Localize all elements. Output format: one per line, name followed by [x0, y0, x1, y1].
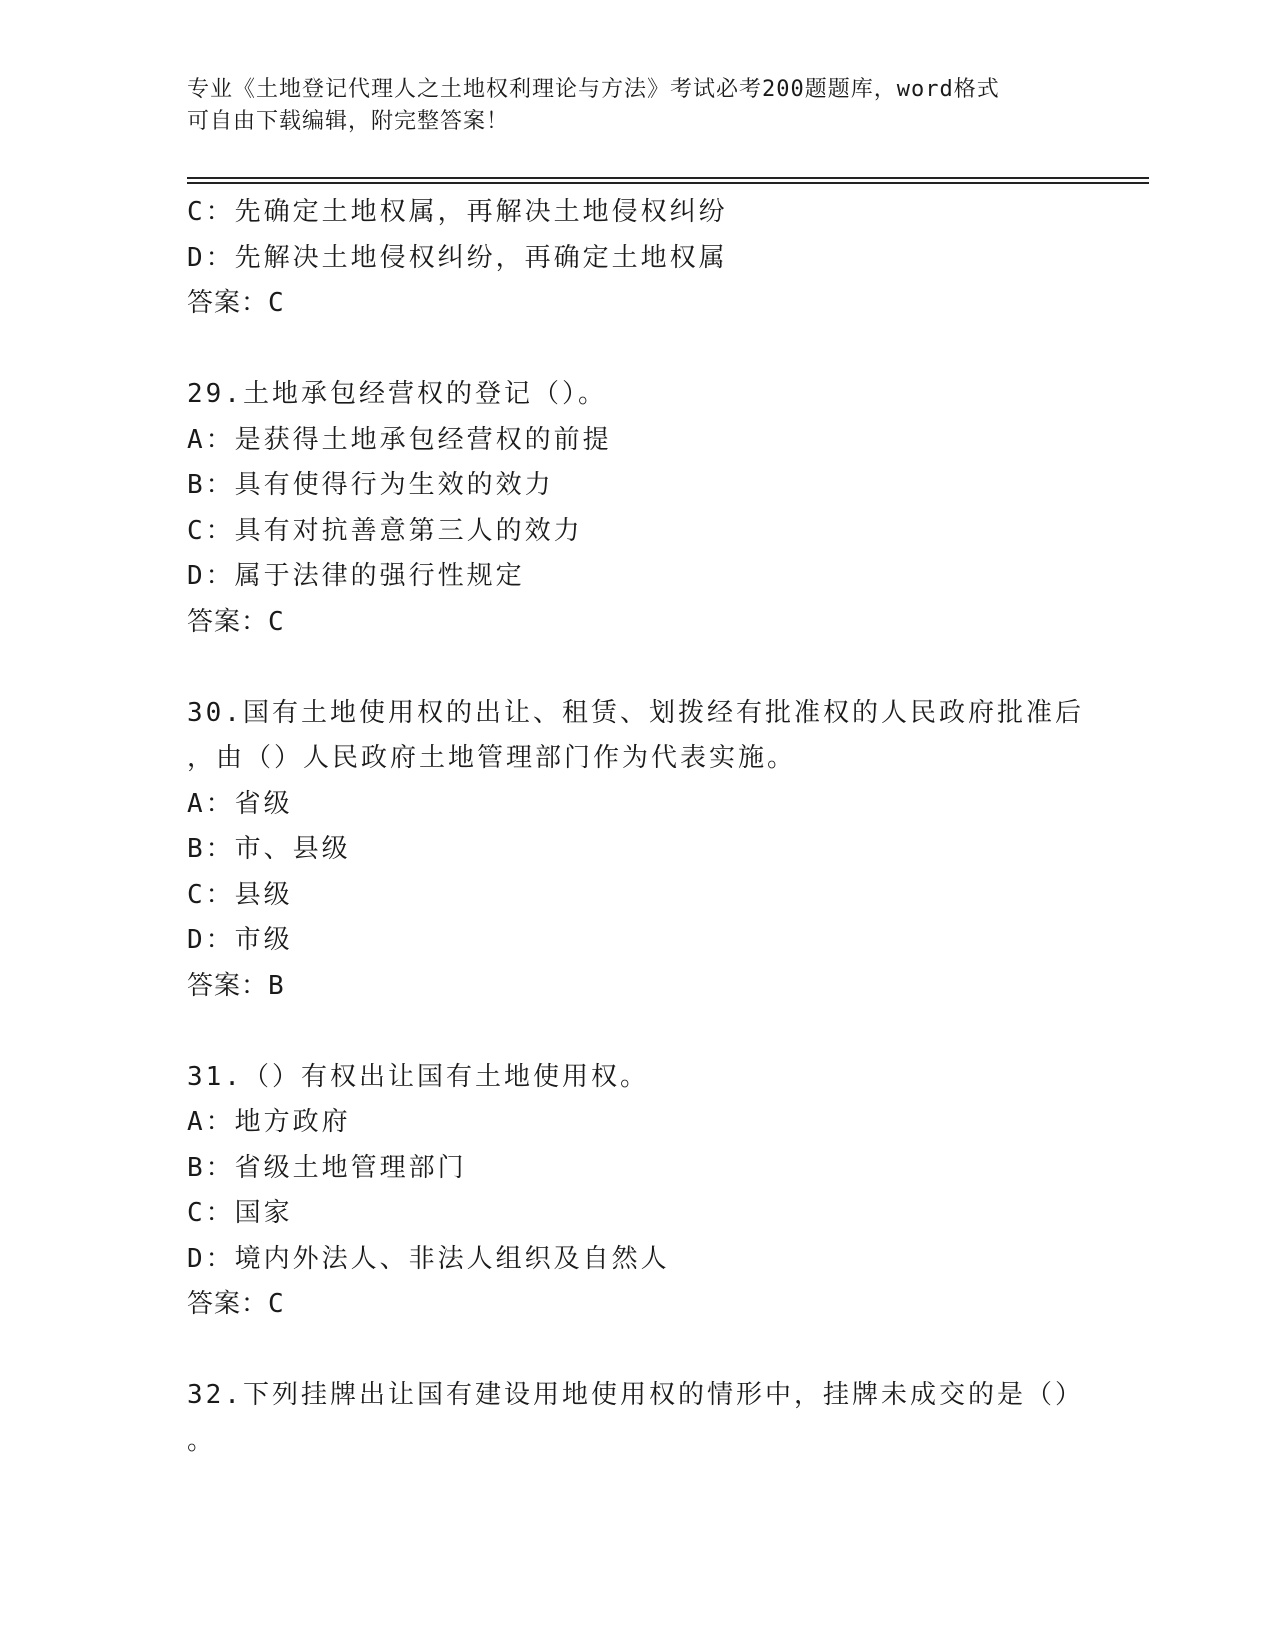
question-30 — [187, 691, 1107, 1010]
header-line-1: 专业《土地登记代理人之土地权利理论与方法》考试必考200题题库，word格式 — [187, 77, 1000, 102]
spacer — [187, 1328, 1107, 1374]
question-text: 29.土地承包经营权的登记（）。 — [187, 379, 607, 409]
answer: 答案：C — [187, 1289, 285, 1319]
option-d: D：境内外法人、非法人组织及自然人 — [187, 1243, 670, 1274]
header-divider-top — [187, 177, 1149, 179]
question-29 — [187, 372, 1107, 645]
question-28-continued — [187, 190, 1107, 327]
option-d: D：市级 — [187, 925, 293, 955]
answer: 答案：C — [187, 288, 285, 318]
answer: 答案：C — [187, 606, 285, 637]
option-b: B：市、县级 — [187, 834, 351, 864]
question-text-continued: 。 — [187, 1425, 217, 1456]
answer: 答案：B — [187, 970, 285, 1001]
question-text-continued: ，由（）人民政府土地管理部门作为代表实施。 — [187, 743, 797, 773]
question-32 — [187, 1373, 1107, 1464]
spacer — [187, 1009, 1107, 1055]
option-d: D：先解决土地侵权纠纷，再确定土地权属 — [187, 242, 728, 273]
question-31 — [187, 1055, 1107, 1328]
option-a: A：地方政府 — [187, 1107, 351, 1137]
question-list — [187, 190, 1107, 1464]
option-c: C：先确定土地权属，再解决土地侵权纠纷 — [187, 197, 728, 227]
question-text: 32.下列挂牌出让国有建设用地使用权的情形中，挂牌未成交的是（） — [187, 1380, 1084, 1410]
option-c: C：县级 — [187, 879, 293, 910]
option-a: A：是获得土地承包经营权的前提 — [187, 424, 612, 455]
header-divider-bottom — [187, 182, 1149, 184]
option-b: B：具有使得行为生效的效力 — [187, 470, 554, 500]
question-text: 30.国有土地使用权的出让、租赁、划拨经有批准权的人民政府批准后 — [187, 697, 1084, 728]
spacer — [187, 645, 1107, 691]
option-a: A：省级 — [187, 788, 293, 819]
spacer — [187, 327, 1107, 373]
document-header — [187, 74, 1087, 138]
option-b: B：省级土地管理部门 — [187, 1152, 467, 1183]
option-d: D：属于法律的强行性规定 — [187, 561, 525, 591]
option-c: C：国家 — [187, 1198, 293, 1228]
header-line-2: 可自由下载编辑，附完整答案！ — [187, 109, 510, 134]
question-text: 31.（）有权出让国有土地使用权。 — [187, 1061, 649, 1092]
option-c: C：具有对抗善意第三人的效力 — [187, 515, 583, 546]
